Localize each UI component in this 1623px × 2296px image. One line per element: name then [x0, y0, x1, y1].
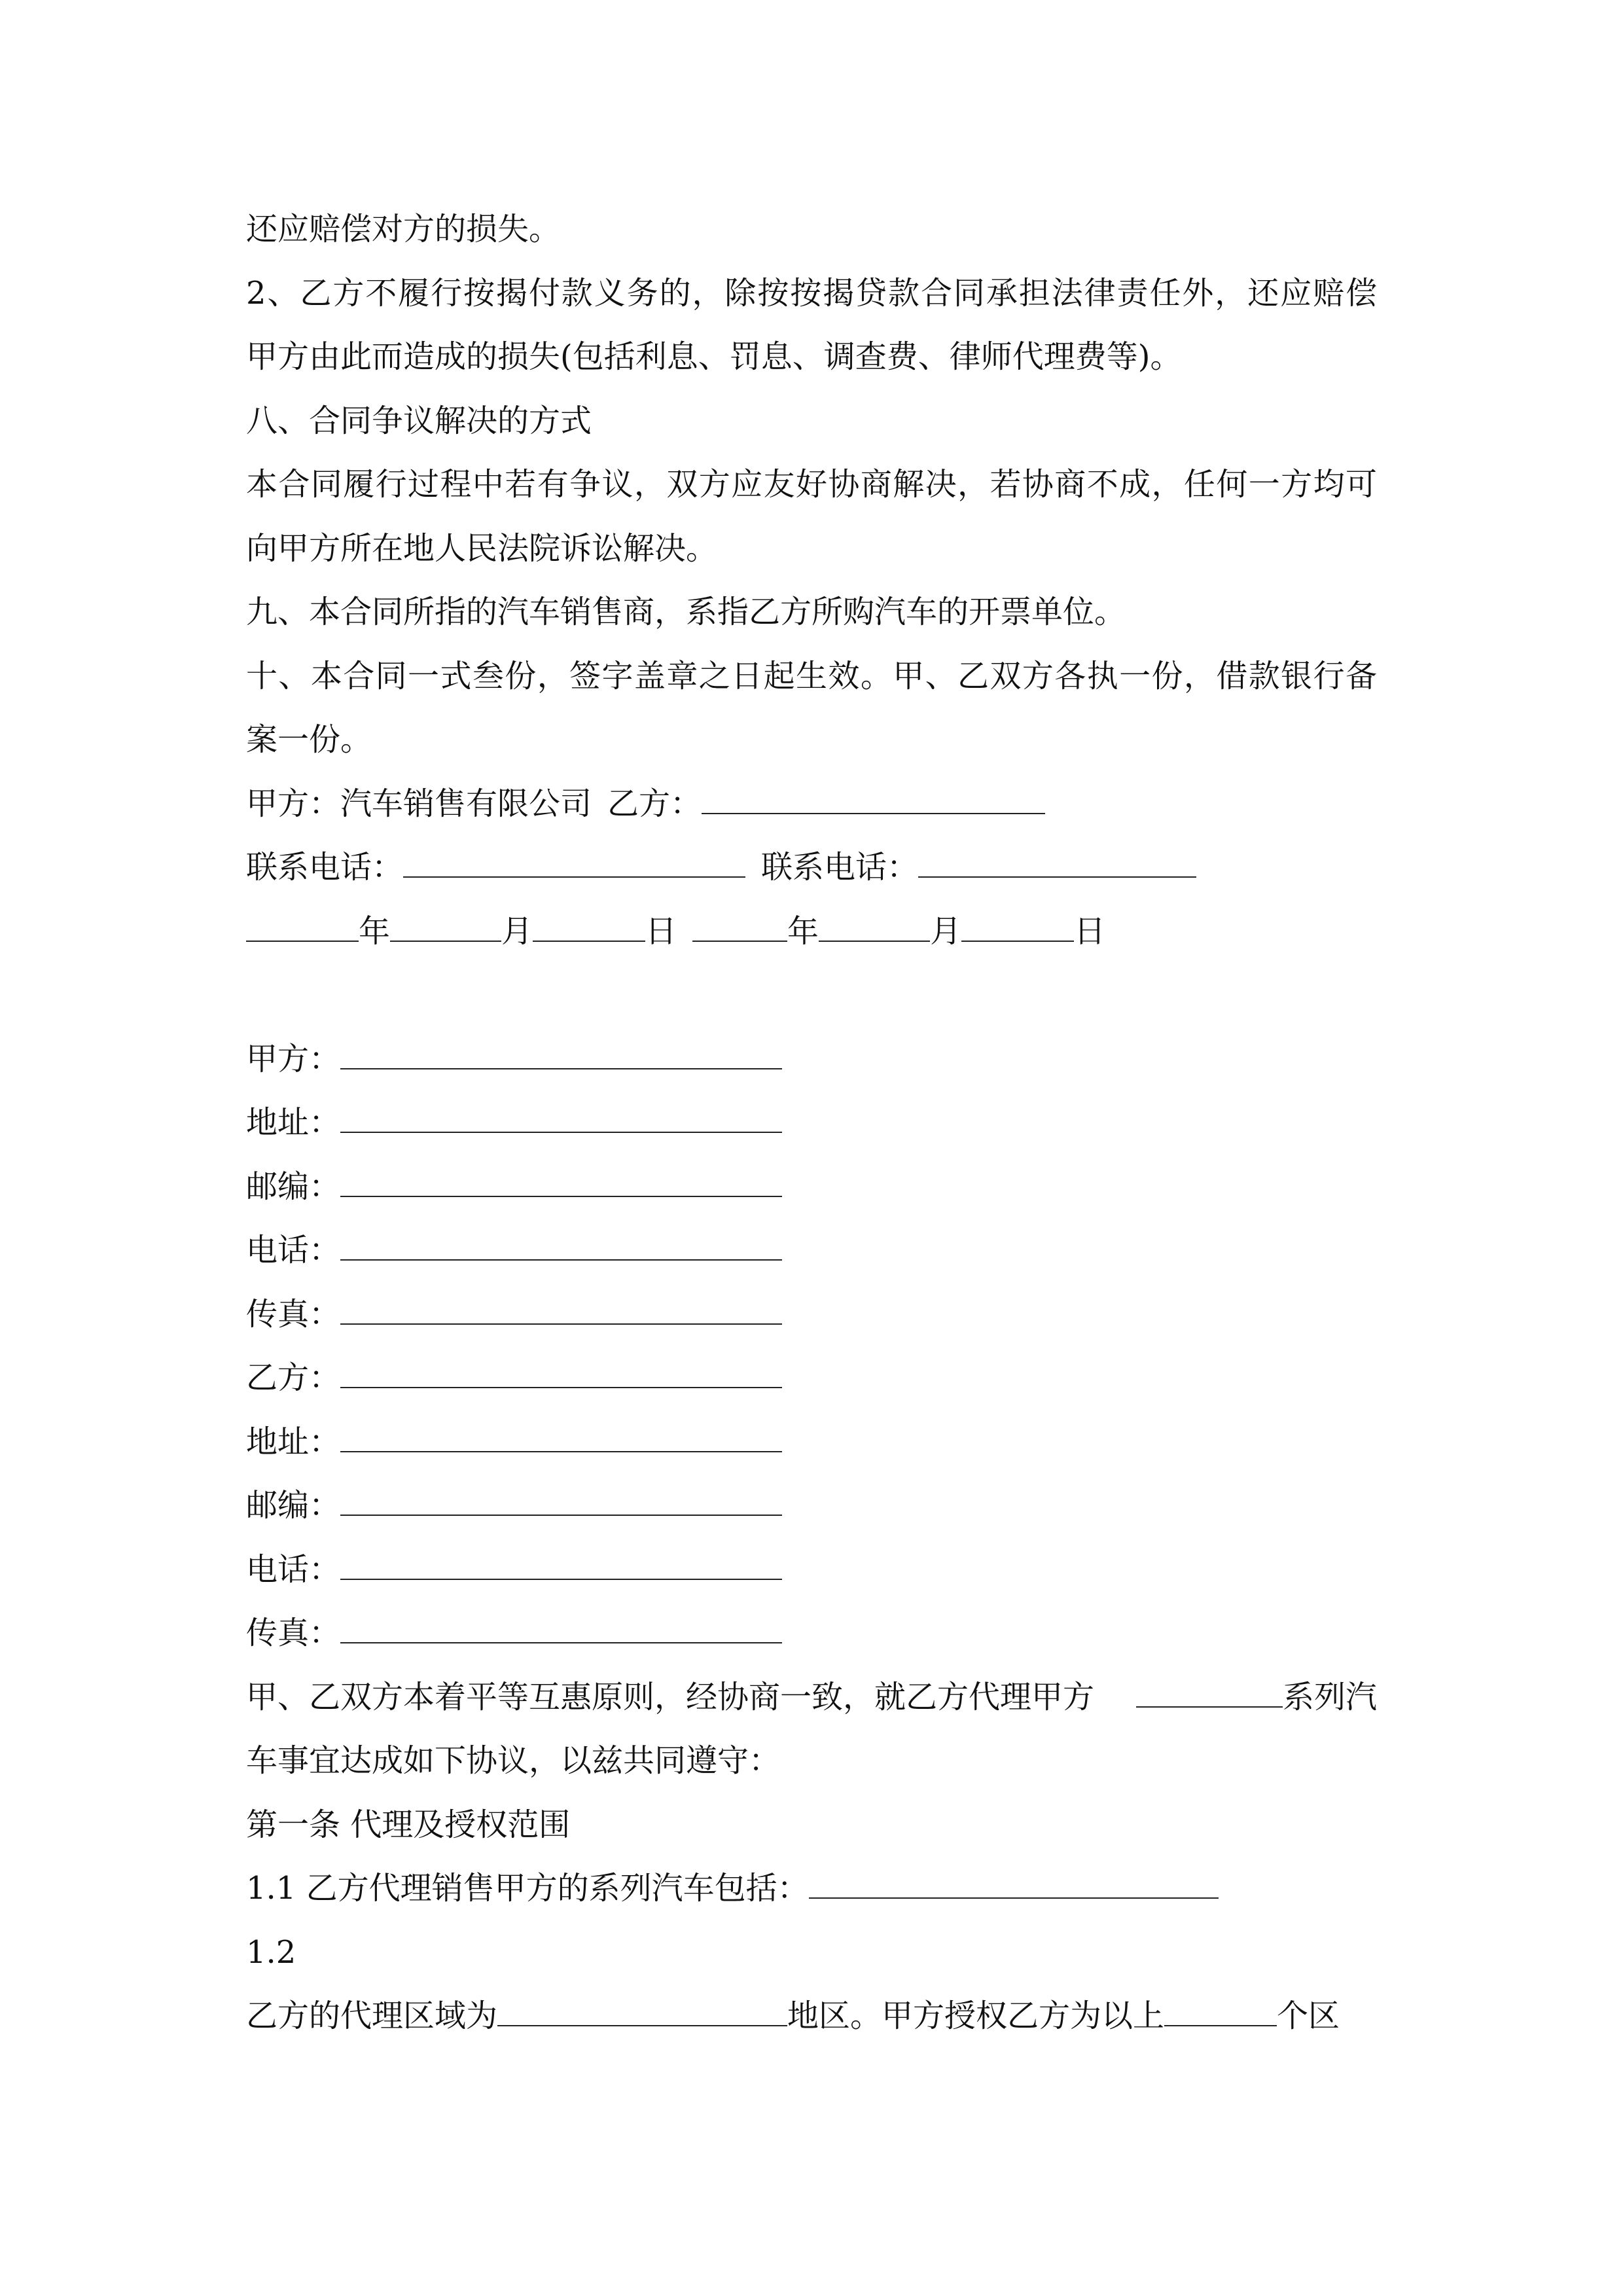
models-blank[interactable]: [809, 1857, 1219, 1899]
phone-b-label: 联系电话：: [761, 849, 919, 886]
article-heading: 第一条 代理及授权范围: [246, 1806, 571, 1843]
form-field: [246, 1219, 1377, 1283]
party-b-label: 乙方：: [607, 785, 702, 822]
field-blank[interactable]: [340, 1346, 782, 1388]
field-label: 邮编：: [246, 1487, 341, 1524]
field-blank[interactable]: [340, 1155, 782, 1197]
year-label: 年: [359, 912, 391, 950]
form-field: [246, 1602, 1377, 1666]
region-blank[interactable]: [497, 1984, 787, 2026]
item-1-2: 1.2: [246, 1933, 296, 1971]
clause-text: 九、本合同所指的汽车销售商，系指乙方所购汽车的开票单位。: [246, 594, 1126, 630]
intro-text: 甲、乙双方本着平等互惠原则，经协商一致，就乙方代理甲方: [246, 1678, 1095, 1715]
form-field: [246, 1346, 1377, 1410]
day-a-blank[interactable]: [533, 900, 645, 942]
year-b-blank[interactable]: [692, 900, 787, 942]
day-label: 日: [1074, 912, 1106, 950]
intro-text: 系列汽: [1282, 1678, 1377, 1715]
phone-a-blank[interactable]: [403, 836, 745, 878]
form-field: [246, 1028, 1377, 1092]
region-text: 地区。甲方授权乙方为以上: [787, 1998, 1165, 2034]
item-text: 1.1 乙方代理销售甲方的系列汽车包括：: [246, 1870, 809, 1907]
clause-text: 甲方由此而造成的损失(包括利息、罚息、调查费、律师代理费等)。: [246, 338, 1182, 375]
phone-b-blank[interactable]: [918, 836, 1196, 878]
field-label: 地址：: [246, 1104, 341, 1141]
clause-text: 向甲方所在地人民法院诉讼解决。: [246, 529, 718, 567]
clause-text: 本合同履行过程中若有争议，双方应友好协商解决，若协商不成，任何一方均可: [246, 466, 1377, 503]
signing-parties: [246, 772, 1377, 836]
form-field: [246, 1283, 1377, 1347]
field-label: 乙方：: [246, 1359, 341, 1396]
field-label: 传真：: [246, 1295, 341, 1333]
agreement-intro: 车事宜达成如下协议，以兹共同遵守：: [246, 1742, 781, 1779]
clause-text: 2、乙方不履行按揭付款义务的，除按按揭贷款合同承担法律责任外，还应赔偿: [246, 274, 1377, 312]
agreement-intro: [246, 1666, 1377, 1730]
region-text: 个区: [1277, 1998, 1340, 2034]
clause-text: 十、本合同一式叁份，签字盖章之日起生效。甲、乙双方各执一份，借款银行备: [246, 657, 1377, 694]
year-label: 年: [787, 912, 819, 950]
field-label: 邮编：: [246, 1168, 341, 1205]
section-heading: 八、合同争议解决的方式: [246, 402, 592, 439]
field-label: 甲方：: [246, 1040, 341, 1077]
field-label: 传真：: [246, 1615, 341, 1651]
series-blank[interactable]: [1136, 1666, 1283, 1708]
item-1-1: [246, 1857, 1377, 1921]
year-a-blank[interactable]: [246, 900, 359, 942]
field-blank[interactable]: [340, 1219, 782, 1261]
phone-a-label: 联系电话：: [246, 849, 404, 886]
region-text: 乙方的代理区域为: [246, 1998, 498, 2034]
form-field: [246, 1091, 1377, 1155]
month-a-blank[interactable]: [390, 900, 501, 942]
field-label: 电话：: [246, 1551, 341, 1588]
field-blank[interactable]: [340, 1474, 782, 1516]
field-label: 电话：: [246, 1232, 341, 1268]
field-label: 地址：: [246, 1423, 341, 1460]
form-field: [246, 1410, 1377, 1475]
field-blank[interactable]: [340, 1538, 782, 1580]
month-label: 月: [930, 912, 962, 950]
day-b-blank[interactable]: [961, 900, 1074, 942]
signing-dates: [246, 900, 1377, 964]
field-blank[interactable]: [340, 1410, 782, 1452]
party-a-label: 甲方：汽车销售有限公司: [246, 785, 592, 822]
day-label: 日: [645, 912, 677, 950]
field-blank[interactable]: [340, 1283, 782, 1325]
field-blank[interactable]: [340, 1091, 782, 1133]
field-blank[interactable]: [340, 1028, 782, 1069]
form-field: [246, 1155, 1377, 1219]
count-blank[interactable]: [1164, 1984, 1277, 2026]
party-b-blank[interactable]: [702, 772, 1045, 814]
clause-text: 还应赔偿对方的损失。: [246, 211, 561, 247]
field-blank[interactable]: [340, 1602, 782, 1643]
region-line: [246, 1984, 1377, 2049]
month-label: 月: [501, 912, 533, 950]
month-b-blank[interactable]: [819, 900, 930, 942]
contract-page: [246, 198, 1377, 2049]
clause-text: 案一份。: [246, 721, 372, 758]
form-field: [246, 1538, 1377, 1602]
signing-phones: [246, 836, 1377, 900]
form-field: [246, 1474, 1377, 1538]
